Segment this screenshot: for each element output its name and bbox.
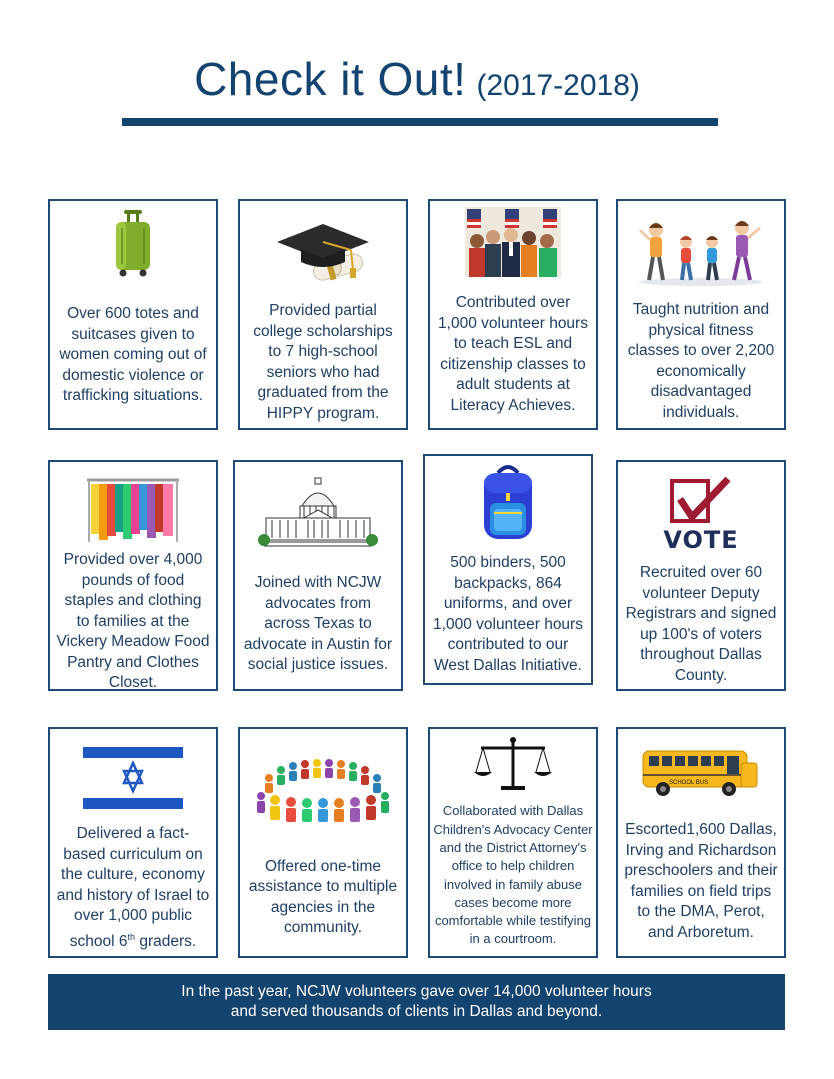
clothes-rack-icon (83, 462, 183, 550)
card-text: Over 600 totes and suitcases given to women coming out of domestic violence or trafficking situations. (59, 305, 207, 405)
citizens-photo-icon (465, 201, 561, 281)
card-text: Taught nutrition and physical fitness classes to over 2,200 economically disadvantaged individuals. (627, 301, 775, 421)
bus-label: SCHOOL BUS (669, 780, 709, 786)
card-text-end: graders. (135, 933, 197, 951)
page-title: Check it Out! (194, 53, 467, 105)
card-text: Escorted1,600 Dallas, Irving and Richardson preschoolers and their families on field trips to the DMA, Perot, and Arboretum. (624, 821, 778, 941)
people-circle-icon (253, 729, 393, 839)
israel-flag-icon (83, 729, 183, 821)
card-food-pantry (48, 460, 218, 691)
card-nutrition (616, 199, 786, 430)
card-field-trips (616, 727, 786, 958)
capitol-icon (258, 462, 378, 560)
card-text: Offered one-time assistance to multiple agencies in the community. (248, 857, 398, 936)
card-austin (233, 460, 403, 691)
card-text: Contributed over 1,000 volunteer hours to teach ESL and citizenship classes to adult students at Literacy Achieves. (438, 294, 588, 414)
scales-icon (473, 729, 553, 795)
card-advocacy (428, 727, 598, 958)
vote-badge-text: VOTE (663, 526, 739, 554)
card-text: Provided partial college scholarships to 7 high-school seniors who had graduated from the HIPPY program. (253, 302, 393, 422)
page-year: (2017-2018) (476, 69, 640, 102)
exercise-family-icon (636, 201, 766, 295)
page-header (0, 52, 834, 106)
backpack-icon (476, 456, 540, 546)
card-text: Recruited over 60 volunteer Deputy Registrars and signed up 100's of voters throughout Dallas County. (625, 564, 777, 684)
title-divider (122, 118, 718, 126)
card-text-sup: th (127, 931, 136, 942)
vote-icon (663, 462, 738, 560)
card-scholarships (238, 199, 408, 430)
card-text: Joined with NCJW advocates from across Texas to advocate in Austin for social justice issues. (243, 574, 393, 674)
card-voter (616, 460, 786, 691)
card-text-main: Delivered a fact-based curriculum on the culture, economy and history of Israel to over 1,000 public school 6 (56, 825, 210, 951)
banner-line-1: In the past year, NCJW volunteers gave over 14,000 volunteer hours (181, 983, 652, 1000)
card-agencies (238, 727, 408, 958)
card-esl (428, 199, 598, 430)
card-totes (48, 199, 218, 430)
card-text (50, 821, 216, 956)
summary-banner (48, 974, 785, 1030)
card-text: Provided over 4,000 pounds of food staples and clothing to families at the Vickery Meadow Food Pantry and Clothes Closet. (56, 551, 210, 691)
card-text: 500 binders, 500 backpacks, 864 uniforms, and over 1,000 volunteer hours contributed to our West Dallas Initiative. (433, 554, 583, 674)
graduation-cap-icon (273, 201, 373, 297)
card-israel (48, 727, 218, 958)
school-bus-icon (641, 729, 761, 807)
card-west-dallas (423, 454, 593, 685)
card-text: Collaborated with Dallas Children's Advocacy Center and the District Attorney's office to help children involved in family abuse cases become more comfortable while testifying in a courtroom. (433, 803, 593, 947)
suitcase-icon (113, 201, 153, 283)
banner-line-2: and served thousands of clients in Dallas and beyond. (230, 1003, 603, 1020)
